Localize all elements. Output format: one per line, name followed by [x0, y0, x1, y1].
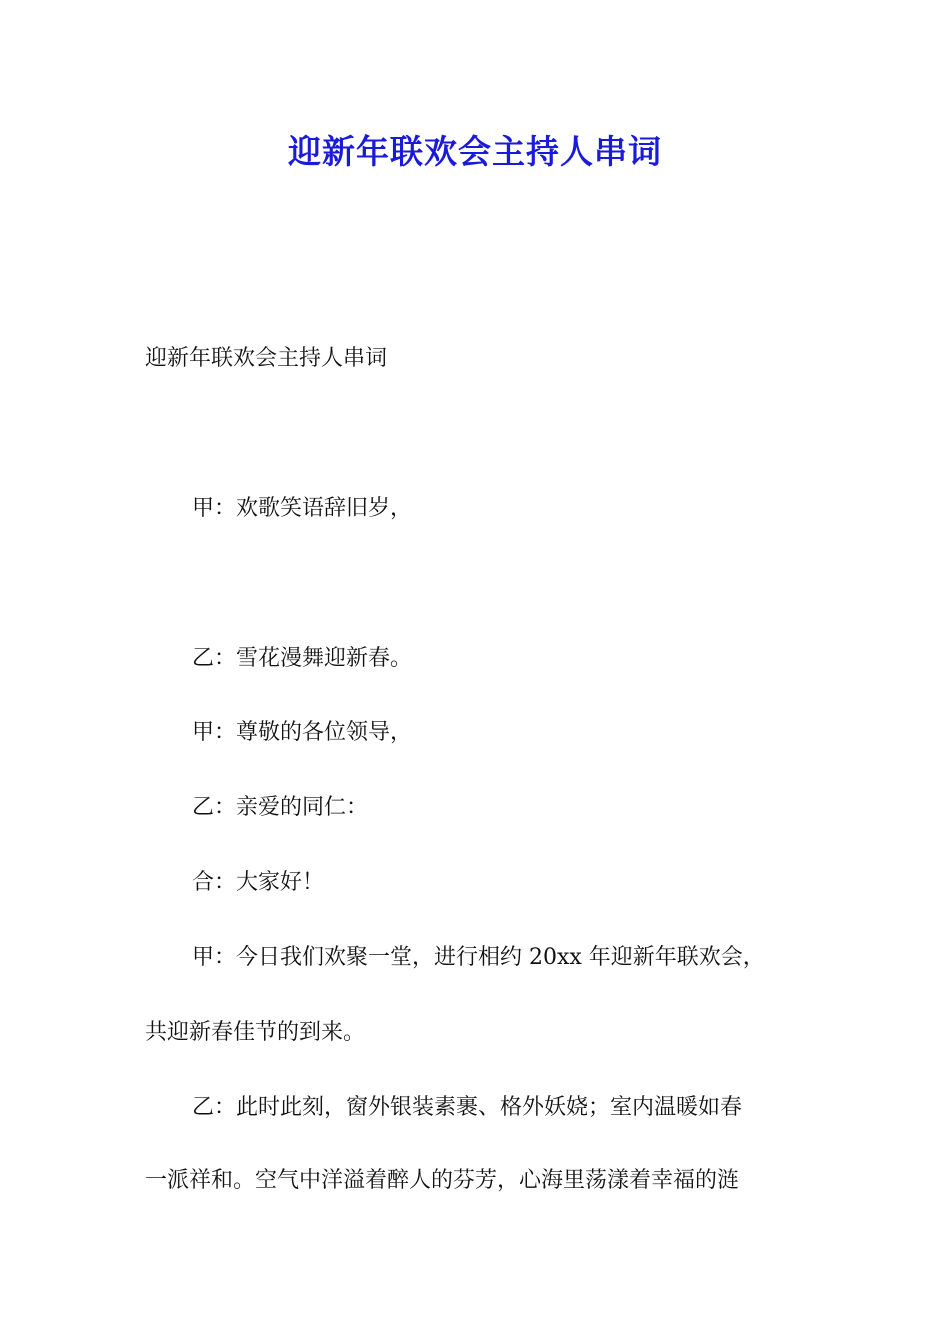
script-line: 一派祥和。空气中洋溢着醉人的芬芳，心海里荡漾着幸福的涟 [145, 1168, 740, 1193]
script-line: 共迎新春佳节的到来。 [145, 1020, 366, 1045]
script-line: 合：大家好！ [192, 870, 325, 895]
script-line: 甲：欢歌笑语辞旧岁， [192, 496, 413, 521]
document-subtitle: 迎新年联欢会主持人串词 [145, 346, 388, 371]
script-line: 乙：雪花漫舞迎新春。 [192, 646, 413, 671]
script-line: 甲：今日我们欢聚一堂，进行相约 20xx 年迎新年联欢会， [192, 945, 765, 970]
script-line: 甲：尊敬的各位领导， [192, 720, 413, 745]
script-line: 乙：此时此刻，窗外银装素裹、格外妖娆；室内温暖如春 [192, 1095, 743, 1120]
script-line: 乙：亲爱的同仁： [192, 795, 369, 820]
document-title: 迎新年联欢会主持人串词 [288, 132, 662, 171]
